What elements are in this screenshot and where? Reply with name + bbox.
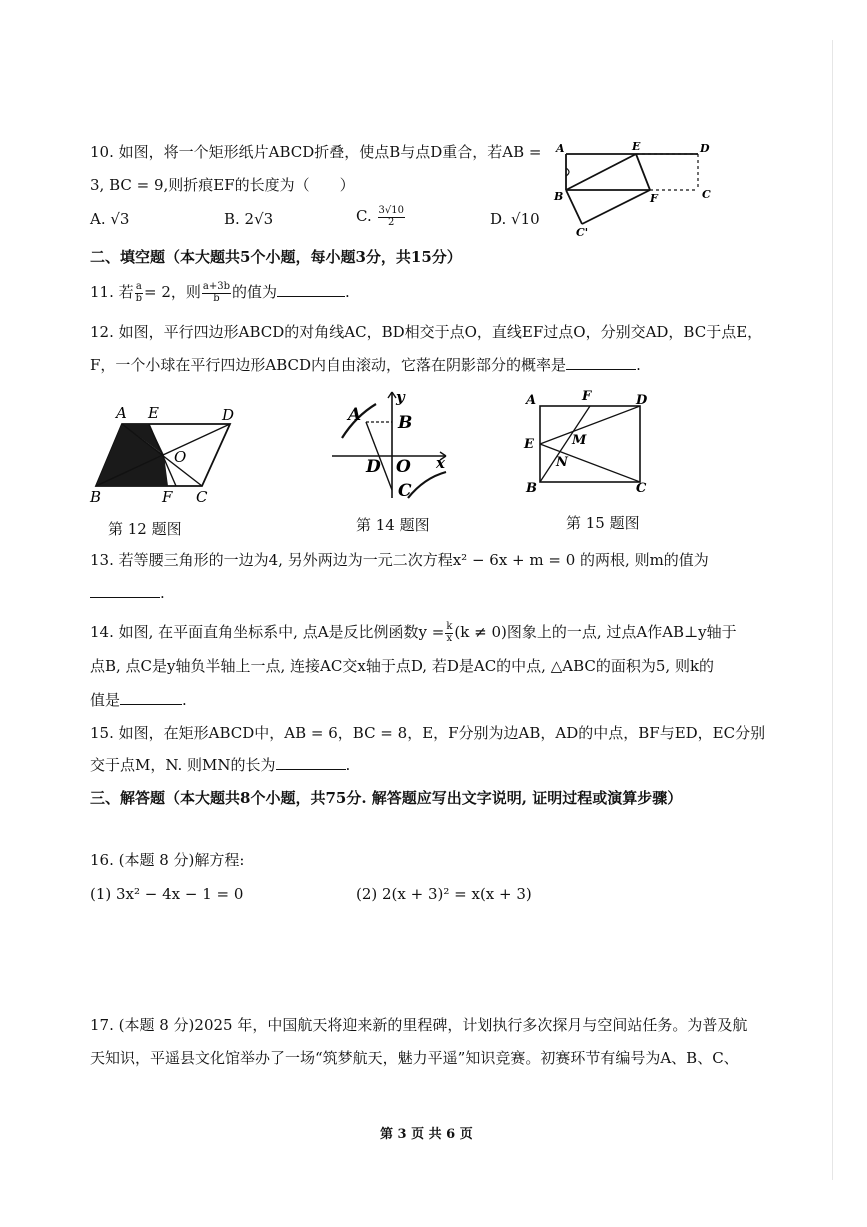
q13-end: . xyxy=(160,584,165,602)
q14-line2: 点B, 点C是y轴负半轴上一点, 连接AC交x轴于点D, 若D是AC的中点, △ABC的面积为5, 则k的 xyxy=(90,657,715,675)
fig14-label-b: B xyxy=(398,413,413,433)
section-2-heading: 二、填空题（本大题共5个小题，每小题3分，共15分） xyxy=(90,248,462,266)
figure-14-caption: 第 14 题图 xyxy=(356,516,430,534)
figure-15-caption: 第 15 题图 xyxy=(566,514,640,532)
q14-line1-b: (k ≠ 0)图象上的一点, 过点A作AB⊥y轴于 xyxy=(454,623,737,641)
q10-option-a: A. √3 xyxy=(90,210,130,228)
q11-suffix: 的值为 xyxy=(232,283,278,301)
q10-option-c-den: 2 xyxy=(388,216,395,228)
fig12-label-e: E xyxy=(148,404,159,422)
q11-frac1-num: a xyxy=(135,281,142,292)
q16-title: 16. (本题 8 分)解方程: xyxy=(90,851,245,869)
figure-12-caption: 第 12 题图 xyxy=(108,520,182,538)
q10-line1: 10. 如图，将一个矩形纸片ABCD折叠，使点B与点D重合，若AB = xyxy=(90,143,542,161)
q12-line2 xyxy=(90,358,641,373)
q10-option-d: D. √10 xyxy=(490,210,540,228)
q17-line1: 17. (本题 8 分)2025 年，中国航天将迎来新的里程碑，计划执行多次探月与空间站任务。为普及航 xyxy=(90,1016,748,1034)
fig15-label-f: F xyxy=(582,389,592,404)
q11-mid: = 2，则 xyxy=(144,283,201,301)
q14-frac-num: k xyxy=(446,621,453,632)
q15-line2-text: 交于点M，N. 则MN的长为 xyxy=(90,756,276,774)
q12-line1: 12. 如图，平行四边形ABCD的对角线AC，BD相交于点O，直线EF过点O，分别交AD，BC于点E， xyxy=(90,323,763,341)
q11-frac2-num: a+3b xyxy=(202,281,231,292)
q10-line2: 3, BC = 9,则折痕EF的长度为（ ） xyxy=(90,176,355,194)
figure-12 xyxy=(88,402,248,512)
q14-fraction xyxy=(445,622,453,644)
fig14-label-x: x xyxy=(436,454,445,472)
q12-answer-blank[interactable] xyxy=(566,369,636,370)
q11-fraction-1 xyxy=(135,282,143,304)
fig14-label-c: C xyxy=(398,481,412,501)
q16-part2: (2) 2(x + 3)² = x(x + 3) xyxy=(356,885,532,903)
q15-line1: 15. 如图，在矩形ABCD中，AB = 6，BC = 8，E，F分别为边AB，AD的中点，BF与ED，EC分别 xyxy=(90,724,766,742)
fig12-label-c: C xyxy=(196,488,208,506)
fig15-label-m: M xyxy=(572,433,587,448)
q13-line1: 13. 若等腰三角形的一边为4, 另外两边为一元二次方程x² − 6x + m = 0 的两根, 则m的值为 xyxy=(90,551,709,569)
fig15-label-n: N xyxy=(556,455,568,470)
q10-fig-label-d: D xyxy=(700,142,710,155)
q15-line2 xyxy=(90,758,350,773)
q10-option-c-num: 3√10 xyxy=(378,205,404,216)
fig15-label-e: E xyxy=(524,437,534,452)
q11 xyxy=(90,282,350,304)
q10-fig-label-c: C xyxy=(702,188,711,201)
fig14-label-y: y xyxy=(396,388,405,406)
q11-frac1-den: b xyxy=(135,292,143,304)
fig15-label-b: B xyxy=(526,481,537,496)
fig12-label-o: O xyxy=(174,448,187,466)
q16-part1: (1) 3x² − 4x − 1 = 0 xyxy=(90,885,244,903)
q10-fig-label-c-prime: C' xyxy=(576,226,589,238)
q13-line2 xyxy=(90,586,165,601)
fig14-label-a: A xyxy=(348,405,362,425)
q12-end: . xyxy=(636,356,641,374)
fig14-label-o: O xyxy=(396,457,411,477)
q10-fig-label-b: B xyxy=(554,190,564,203)
fig14-label-d: D xyxy=(366,457,381,477)
fig15-label-a: A xyxy=(526,393,537,408)
q10-fig-label-f: F xyxy=(650,192,658,205)
q10-option-c-fraction xyxy=(378,206,405,228)
q10-figure xyxy=(550,138,720,238)
q12-line2-text: F，一个小球在平行四边形ABCD内自由滚动，它落在阴影部分的概率是 xyxy=(90,356,567,374)
q11-frac2-den: b xyxy=(213,292,220,304)
q11-fraction-2 xyxy=(202,282,231,304)
page-footer: 第 3 页 共 6 页 xyxy=(380,1127,473,1142)
q14-line3 xyxy=(90,693,187,708)
q15-end: . xyxy=(345,756,351,774)
q10-fig-label-e: E xyxy=(632,140,641,153)
figure-14 xyxy=(328,386,458,506)
fig12-label-f: F xyxy=(162,488,173,506)
fig12-label-d: D xyxy=(222,406,235,424)
page-edge xyxy=(832,40,833,1180)
q11-answer-blank[interactable] xyxy=(277,296,345,297)
q10-option-c xyxy=(356,206,406,228)
q14-frac-den: x xyxy=(446,632,453,644)
fig15-label-c: C xyxy=(636,481,647,496)
q15-answer-blank[interactable] xyxy=(276,769,346,770)
q14-line1-a: 14. 如图, 在平面直角坐标系中, 点A是反比例函数y = xyxy=(90,623,445,641)
q14-line3-text: 值是 xyxy=(90,691,121,709)
q10-option-b: B. 2√3 xyxy=(224,210,274,228)
section-3-heading: 三、解答题（本大题共8个小题，共75分. 解答题应写出文字说明, 证明过程或演算步骤） xyxy=(90,789,683,807)
figure-15 xyxy=(518,388,658,500)
fig15-label-d: D xyxy=(636,393,648,408)
q17-line2: 天知识，平遥县文化馆举办了一场“筑梦航天，魅力平遥”知识竞赛。初赛环节有编号为A、B、C、 xyxy=(90,1049,739,1067)
q11-prefix: 11. 若 xyxy=(90,283,134,301)
q11-end: . xyxy=(345,283,350,301)
q13-answer-blank[interactable] xyxy=(90,597,160,598)
fig12-label-b: B xyxy=(90,488,102,506)
fig12-label-a: A xyxy=(116,404,127,422)
q10-option-c-label: C. xyxy=(356,207,372,225)
q14-end: . xyxy=(182,691,187,709)
q14-answer-blank[interactable] xyxy=(120,704,182,705)
q14-line1 xyxy=(90,622,737,644)
q10-fig-label-a: A xyxy=(556,142,565,155)
